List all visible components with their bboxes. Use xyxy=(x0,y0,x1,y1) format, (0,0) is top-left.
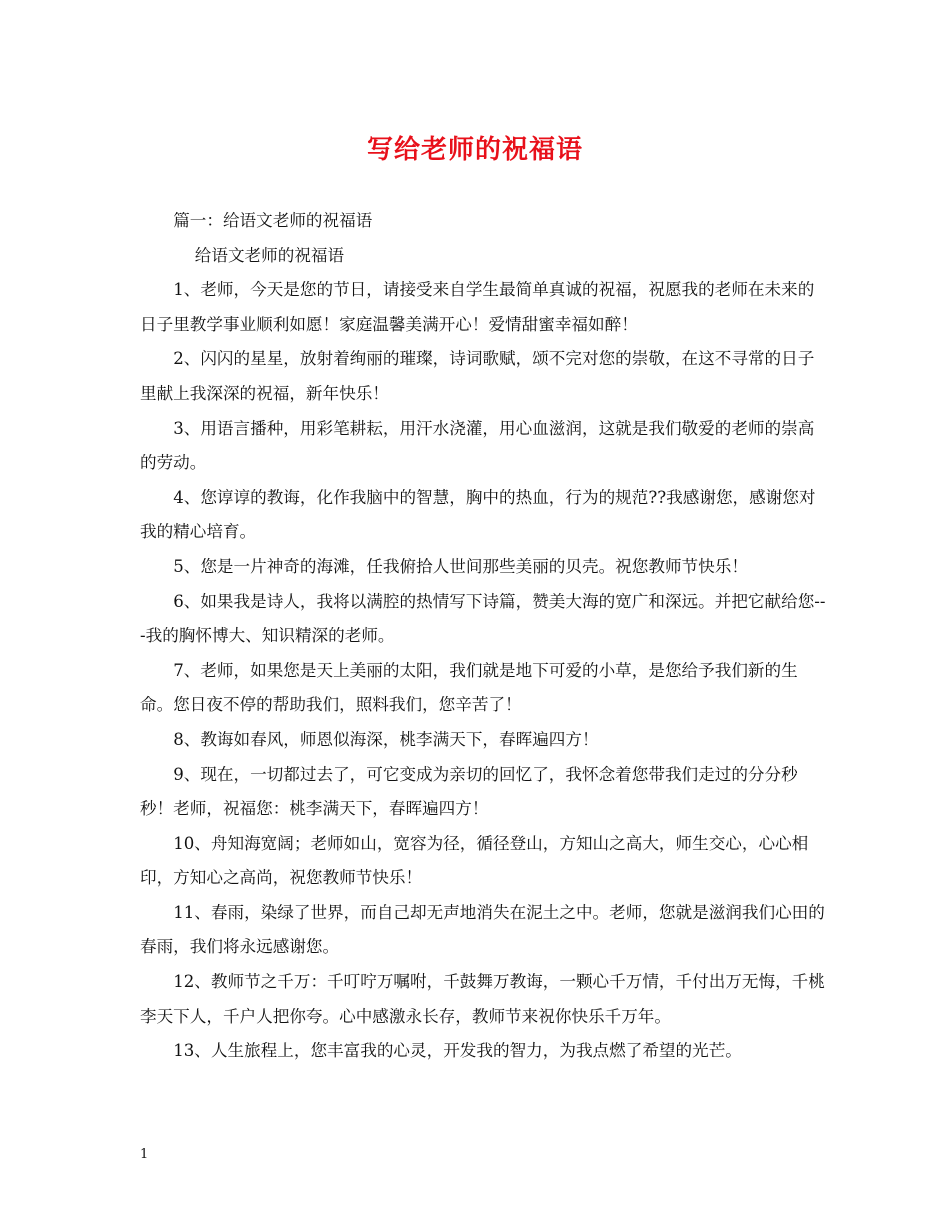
paragraph-1: 1、老师，今天是您的节日，请接受来自学生最简单真诚的祝福，祝愿我的老师在未来的日子里教学事业顺利如愿！家庭温馨美满开心！爱情甜蜜幸福如醉！ xyxy=(140,280,815,334)
section-heading: 篇一：给语文老师的祝福语 xyxy=(173,211,373,230)
paragraph-4: 4、您谆谆的教诲，化作我脑中的智慧，胸中的热血，行为的规范??我感谢您，感谢您对我的精心培育。 xyxy=(140,487,816,542)
page-number: 1 xyxy=(140,1147,149,1162)
paragraph-11: 11、春雨，染绿了世界，而自己却无声地消失在泥土之中。老师，您就是滋润我们心田的春雨，我们将永远感谢您。 xyxy=(140,902,825,957)
paragraph-9: 9、现在，一切都过去了，可它变成为亲切的回忆了，我怀念着您带我们走过的分分秒秒！老师，祝福您：桃李满天下，春晖遍四方！ xyxy=(140,764,798,819)
paragraph-2: 2、闪闪的星星，放射着绚丽的璀璨，诗词歌赋，颂不完对您的崇敬，在这不寻常的日子里献上我深深的祝福，新年快乐！ xyxy=(140,349,815,403)
paragraph-7: 7、老师，如果您是天上美丽的太阳，我们就是地下可爱的小草，是您给予我们新的生命。您日夜不停的帮助我们，照料我们，您辛苦了！ xyxy=(140,660,798,715)
document-title: 写给老师的祝福语 xyxy=(366,135,583,165)
paragraph-13: 13、人生旅程上，您丰富我的心灵，开发我的智力，为我点燃了希望的光芒。 xyxy=(173,1041,742,1061)
paragraph-12: 12、教师节之千万：千叮咛万嘱咐，千鼓舞万教诲，一颗心千万情，千付出万无悔，千桃李天下人，千户人把你夸。心中感激永长存，教师节来祝你快乐千万年。 xyxy=(140,972,825,1026)
paragraph-5: 5、您是一片神奇的海滩，任我俯拾人世间那些美丽的贝壳。祝您教师节快乐！ xyxy=(173,556,748,576)
document-body xyxy=(140,204,828,1069)
paragraph-3: 3、用语言播种，用彩笔耕耘，用汗水浇灌，用心血滋润，这就是我们敬爱的老师的崇高的劳动。 xyxy=(140,418,815,473)
paragraph-10: 10、舟知海宽阔；老师如山，宽容为径，循径登山，方知山之高大，师生交心，心心相印，方知心之高尚，祝您教师节快乐！ xyxy=(140,833,809,888)
subheading: 给语文老师的祝福语 xyxy=(194,245,345,265)
paragraph-8: 8、教诲如春风，师恩似海深，桃李满天下，春晖遍四方！ xyxy=(173,729,599,749)
paragraph-6: 6、如果我是诗人，我将以满腔的热情写下诗篇，赞美大海的宽广和深远。并把它献给您---我的胸怀博大、知识精深的老师。 xyxy=(140,591,826,646)
